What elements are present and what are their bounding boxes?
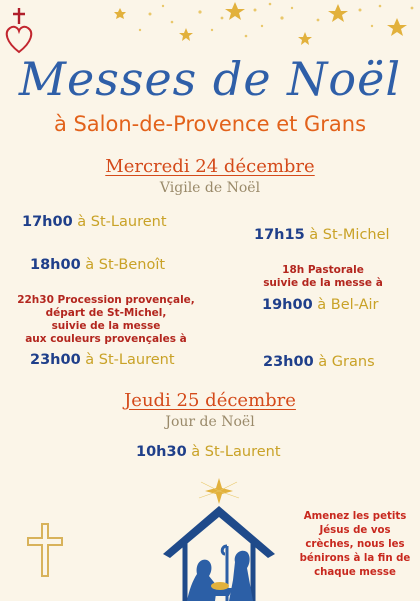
mass-time: 23h00 — [30, 352, 81, 368]
mass-place: à Bel-Air — [317, 297, 379, 313]
mass-st-michel-17h15 — [254, 227, 390, 243]
mass-place: à St-Laurent — [85, 352, 175, 368]
blessing-callout — [296, 510, 414, 580]
mass-bel-air-19h00 — [262, 297, 379, 313]
procession-line: 22h30 Procession provençale, — [17, 294, 195, 306]
pastorale-line: 18h Pastorale — [282, 264, 364, 276]
mass-place: à St-Laurent — [191, 444, 281, 460]
mass-time: 17h15 — [254, 227, 305, 243]
star-icon — [298, 32, 312, 45]
star-icon — [387, 18, 407, 36]
mass-st-laurent-10h30 — [136, 444, 281, 460]
procession-note — [8, 294, 204, 346]
page-title: Messes de Noël — [18, 52, 402, 106]
heart-cross-icon — [2, 2, 36, 58]
mass-time: 19h00 — [262, 297, 313, 313]
day2-heading: Jeudi 25 décembre — [124, 390, 296, 411]
mass-time: 10h30 — [136, 444, 187, 460]
procession-line: départ de St-Michel, — [45, 307, 167, 319]
star-icon — [328, 4, 348, 22]
nativity-icon — [145, 476, 295, 601]
star-icon — [114, 8, 126, 19]
page-subtitle: à Salon-de-Provence et Grans — [53, 112, 367, 136]
day1-subtitle: Vigile de Noël — [159, 180, 261, 196]
callout-line: Jésus de vos — [319, 525, 391, 536]
mass-place: à Grans — [318, 354, 375, 370]
procession-line: aux couleurs provençales à — [25, 333, 187, 345]
callout-line: chaque messe — [314, 567, 396, 578]
mass-time: 18h00 — [30, 257, 81, 273]
mass-time: 23h00 — [263, 354, 314, 370]
pastorale-note — [248, 264, 398, 290]
callout-line: bénirons à la fin de — [299, 553, 411, 564]
mass-time: 17h00 — [22, 214, 73, 230]
mass-place: à St-Benoît — [85, 257, 166, 273]
stars-decoration — [0, 0, 420, 60]
star-icon — [179, 28, 193, 41]
mass-place: à St-Laurent — [77, 214, 167, 230]
procession-line: suivie de la messe — [51, 320, 161, 332]
mass-grans-23h00 — [263, 354, 375, 370]
day2-subtitle: Jour de Noël — [165, 414, 255, 430]
mass-st-laurent-23h00 — [30, 352, 175, 368]
callout-line: Amenez les petits — [303, 511, 407, 522]
pastorale-line: suivie de la messe à — [263, 277, 383, 289]
cross-icon — [20, 520, 70, 580]
mass-st-laurent-17h00 — [22, 214, 167, 230]
mass-st-benoit-18h00 — [30, 257, 165, 273]
callout-line: crèches, nous les — [305, 539, 405, 550]
mass-place: à St-Michel — [309, 227, 390, 243]
star-icon — [225, 2, 245, 20]
day1-heading: Mercredi 24 décembre — [105, 156, 315, 177]
